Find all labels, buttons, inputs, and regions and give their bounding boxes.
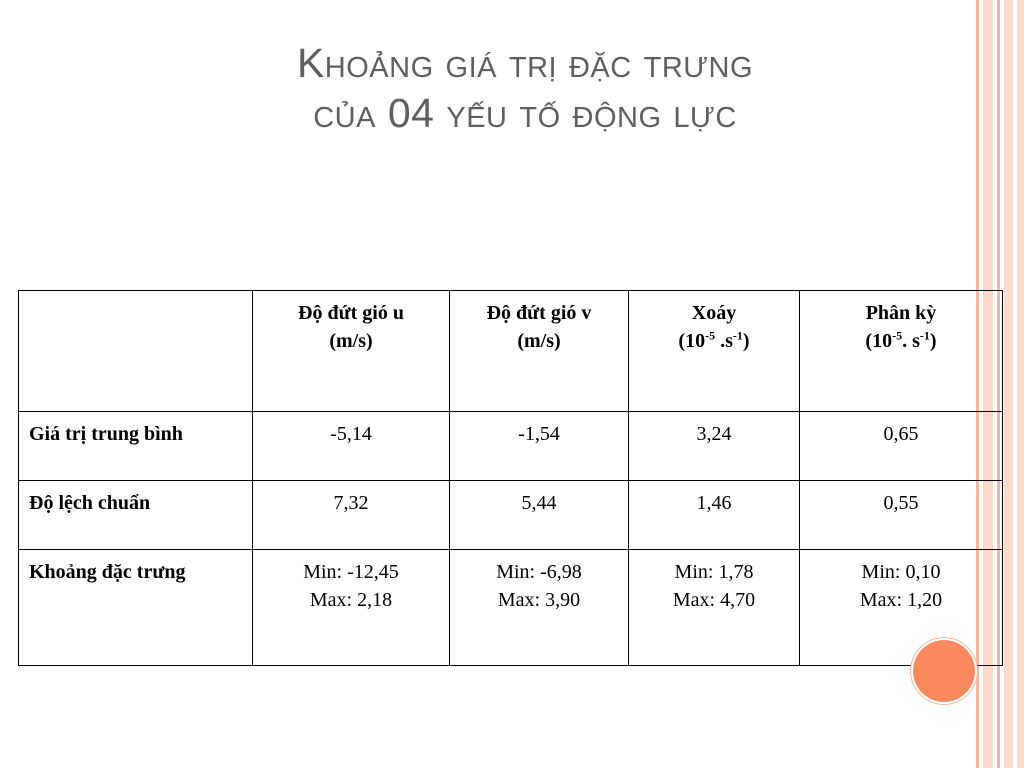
unit-text: ) bbox=[742, 330, 750, 352]
min-value: Min: 1,78 bbox=[674, 561, 754, 583]
row-label: Độ lệch chuẩn bbox=[19, 481, 253, 550]
row-label: Khoảng đặc trưng bbox=[19, 550, 253, 666]
table-cell: 0,55 bbox=[800, 481, 1003, 550]
min-value: Min: -12,45 bbox=[303, 561, 399, 583]
row-label: Giá trị trung bình bbox=[19, 412, 253, 481]
header-unit bbox=[806, 327, 996, 355]
unit-text: (10 bbox=[678, 330, 706, 352]
table-row bbox=[19, 550, 1003, 666]
max-value: Max: 4,70 bbox=[672, 589, 756, 611]
header-u-shear bbox=[253, 291, 450, 412]
table-cell: 7,32 bbox=[253, 481, 450, 550]
table-cell: -1,54 bbox=[450, 412, 629, 481]
stripe bbox=[1004, 0, 1013, 768]
table-cell bbox=[450, 550, 629, 666]
header-unit: (m/s) bbox=[329, 330, 373, 352]
unit-exponent: -5 bbox=[892, 328, 903, 343]
unit-text: . s bbox=[902, 330, 920, 352]
slide-title bbox=[60, 38, 990, 138]
max-value: Max: 3,90 bbox=[497, 589, 581, 611]
min-value: Min: -6,98 bbox=[496, 561, 582, 583]
unit-text: ) bbox=[929, 330, 937, 352]
table-row bbox=[19, 481, 1003, 550]
header-unit bbox=[635, 327, 793, 355]
table-row bbox=[19, 412, 1003, 481]
header-divergence bbox=[800, 291, 1003, 412]
max-value: Max: 1,20 bbox=[859, 589, 943, 611]
header-label: Phân kỳ bbox=[865, 302, 937, 324]
max-value: Max: 2,18 bbox=[309, 589, 393, 611]
statistics-table bbox=[18, 290, 1003, 666]
header-empty-cell bbox=[19, 291, 253, 412]
table-cell: 5,44 bbox=[450, 481, 629, 550]
title-line-1: Khoảng giá trị đặc trưng bbox=[296, 40, 754, 86]
table-cell: -5,14 bbox=[253, 412, 450, 481]
table-cell: 3,24 bbox=[629, 412, 800, 481]
title-line-2: của 04 yếu tố động lực bbox=[313, 90, 737, 136]
header-label: Độ đứt gió v bbox=[486, 302, 592, 324]
unit-text: .s bbox=[715, 330, 733, 352]
unit-text: (10 bbox=[865, 330, 893, 352]
unit-exponent: -1 bbox=[919, 328, 930, 343]
header-unit: (m/s) bbox=[517, 330, 561, 352]
stripe bbox=[1017, 0, 1024, 768]
unit-exponent: -5 bbox=[705, 328, 716, 343]
table-cell bbox=[629, 550, 800, 666]
table-header-row bbox=[19, 291, 1003, 412]
table-cell bbox=[253, 550, 450, 666]
header-label: Xoáy bbox=[691, 302, 737, 324]
header-v-shear bbox=[450, 291, 629, 412]
table-cell bbox=[800, 550, 1003, 666]
unit-exponent: -1 bbox=[732, 328, 743, 343]
min-value: Min: 0,10 bbox=[861, 561, 941, 583]
table-cell: 0,65 bbox=[800, 412, 1003, 481]
decorative-circle bbox=[913, 640, 975, 702]
header-label: Độ đứt gió u bbox=[298, 302, 404, 324]
header-vorticity bbox=[629, 291, 800, 412]
table-cell: 1,46 bbox=[629, 481, 800, 550]
